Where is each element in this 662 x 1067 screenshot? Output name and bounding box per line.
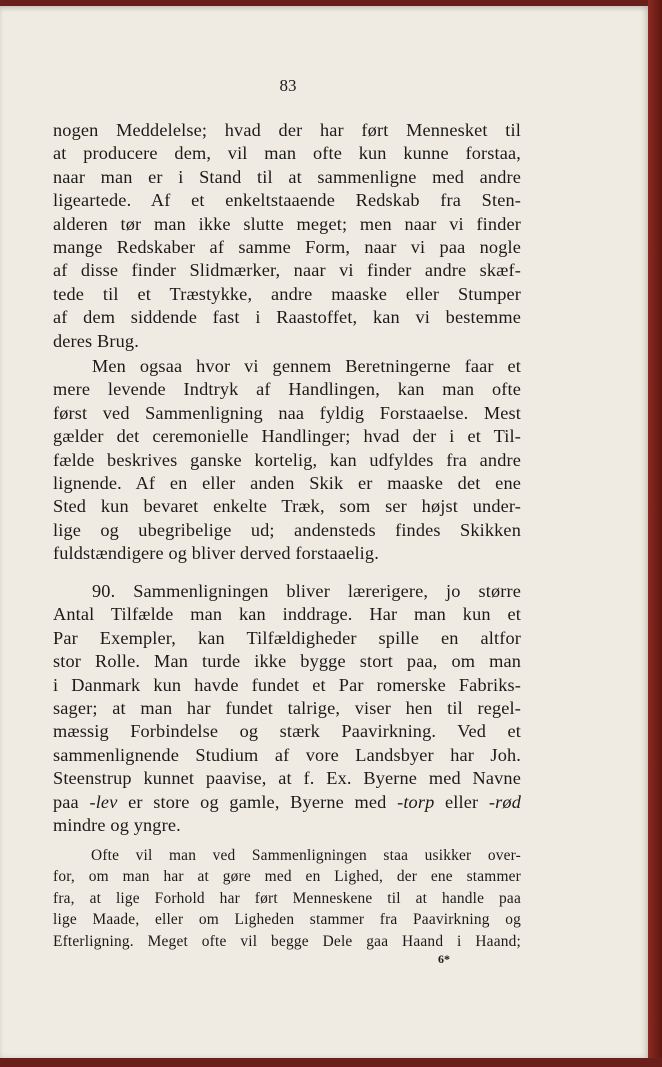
note-line: Efterligning. Meget ofte vil begge Dele gaa Haand i Haand;: [53, 932, 521, 950]
text-line: alderen tør man ikke slutte meget; men naar vi finder: [53, 213, 521, 234]
text-run: er store og gamle, Byerne med: [117, 791, 398, 812]
text-line: tede til et Træstykke, andre maaske eller Stumper: [53, 283, 521, 304]
text-line: Antal Tilfælde man kan inddrage. Har man kun et: [53, 604, 521, 625]
printer-signature-mark: 6*: [438, 952, 450, 966]
text-line: mæssig Forbindelse og stærk Paavirkning. Ved et: [53, 721, 521, 742]
book-bottom-edge: [0, 1058, 662, 1067]
text-run: eller: [434, 791, 489, 812]
note-line: Ofte vil man ved Sammenligningen staa usikker over-: [91, 847, 521, 864]
text-line: fuldstændigere og bliver derved forstaaelig.: [53, 543, 379, 564]
text-line: deres Brug.: [53, 330, 139, 351]
text-line: ligeartede. Af et enkeltstaaende Redskab fra Sten-: [53, 190, 521, 211]
text-line: Sted kun bevaret enkelte Træk, som ser højst under-: [53, 496, 521, 517]
page-number: 83: [279, 76, 297, 95]
text-line: 90. Sammenligningen bliver lærerigere, jo større: [92, 581, 521, 601]
note-line: fra, at lige Forhold har ført Menneskene til at handle paa: [53, 889, 521, 907]
text-line: sager; at man har fundet talrige, viser hen til regel-: [53, 697, 521, 718]
paragraph-continuation: [53, 119, 521, 353]
text-line: først ved Sammenligning naa fyldig Forstaaelse. Mest: [53, 402, 521, 423]
paragraph-comparison: [53, 355, 521, 566]
italic-suffix: -lev: [89, 791, 118, 812]
text-line: sammenlignende Studium af vore Landsbyer har Joh.: [53, 744, 521, 765]
italic-suffix: -rød: [488, 791, 521, 812]
text-line: i Danmark kun havde fundet et Par romerske Fabriks-: [53, 674, 521, 695]
text-line: lige og ubegribelige ud; andensteds findes Skikken: [53, 519, 521, 540]
note-line: for, om man har at gøre med en Lighed, der ene stammer: [53, 868, 521, 886]
small-print-note: [53, 845, 521, 952]
text-line: mere levende Indtryk af Handlingen, kan man ofte: [53, 379, 521, 400]
text-line: Steenstrup kunnet paavise, at f. Ex. Byerne med Navne: [53, 768, 521, 789]
text-line: stor Rolle. Man turde ikke bygge stort paa, om man: [53, 651, 521, 672]
text-line: mange Redskaber af samme Form, naar vi paa nogle: [53, 236, 521, 257]
text-line: nogen Meddelelse; hvad der har ført Mennesket til: [53, 120, 521, 140]
text-line: at producere dem, vil man ofte kun kunne forstaa,: [53, 143, 521, 164]
text-line: gælder det ceremonielle Handlinger; hvad der i et Til-: [53, 426, 521, 447]
text-line: lignende. Af en eller anden Skik er maaske det ene: [53, 472, 521, 493]
text-line: naar man er i Stand til at sammenligne med andre: [53, 166, 521, 187]
italic-suffix: -torp: [397, 791, 435, 812]
book-cover-edge: [648, 0, 662, 1067]
text-line: Par Exempler, kan Tilfældigheder spille en altfor: [53, 627, 521, 648]
paragraph-section-90: [53, 580, 521, 837]
text-run: paa: [53, 791, 90, 812]
text-line: fælde beskrives ganske kortelig, kan udfyldes fra andre: [53, 449, 521, 470]
text-line: af dem siddende fast i Raastoffet, kan vi bestemme: [53, 307, 521, 328]
note-line: lige Maade, eller om Ligheden stammer fra Paavirkning og: [53, 911, 521, 929]
text-line: Men ogsaa hvor vi gennem Beretningerne faar et: [92, 356, 521, 376]
text-line: mindre og yngre.: [53, 814, 181, 835]
text-line: [53, 791, 521, 814]
text-line: af disse finder Slidmærker, naar vi finder andre skæf-: [53, 260, 521, 281]
